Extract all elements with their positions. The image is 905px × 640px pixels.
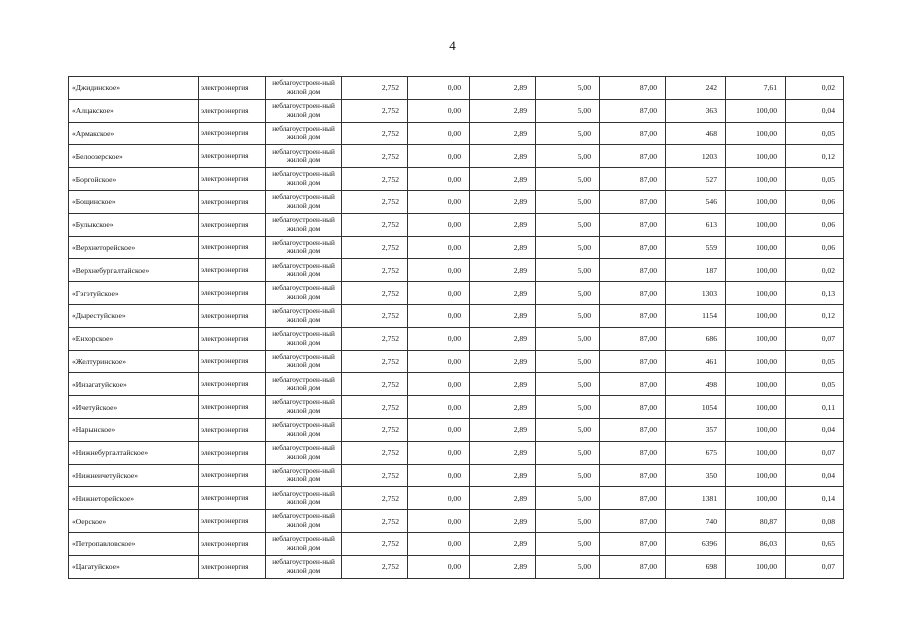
value-col-8: 0,12: [786, 145, 844, 168]
value-col-8: 0,05: [786, 350, 844, 373]
resource-type: электроэнергия: [199, 259, 266, 282]
table-row: [69, 532, 844, 555]
table-row: [69, 213, 844, 236]
value-col-1: 2,752: [342, 282, 408, 305]
value-col-3: 2,89: [470, 555, 536, 578]
value-col-8: 0,07: [786, 327, 844, 350]
value-col-2: 0,00: [408, 236, 470, 259]
value-col-5: 87,00: [600, 145, 666, 168]
value-col-3: 2,89: [470, 190, 536, 213]
settlement-name: «Гэгэтуйское»: [69, 282, 199, 305]
table-row: [69, 304, 844, 327]
value-col-2: 0,00: [408, 213, 470, 236]
value-col-6: 675: [666, 441, 726, 464]
settlement-name: «Дырестуйское»: [69, 304, 199, 327]
value-col-8: 0,07: [786, 441, 844, 464]
value-col-5: 87,00: [600, 396, 666, 419]
resource-type: электроэнергия: [199, 487, 266, 510]
value-col-4: 5,00: [536, 418, 600, 441]
table-row: [69, 396, 844, 419]
table-row: [69, 418, 844, 441]
value-col-8: 0,04: [786, 418, 844, 441]
value-col-1: 2,752: [342, 168, 408, 191]
value-col-7: 100,00: [726, 168, 786, 191]
resource-type: электроэнергия: [199, 190, 266, 213]
value-col-6: 6396: [666, 532, 726, 555]
value-col-7: 100,00: [726, 396, 786, 419]
value-col-7: 100,00: [726, 418, 786, 441]
resource-type: электроэнергия: [199, 464, 266, 487]
value-col-4: 5,00: [536, 327, 600, 350]
table-row: [69, 99, 844, 122]
value-col-5: 87,00: [600, 304, 666, 327]
value-col-5: 87,00: [600, 77, 666, 100]
value-col-3: 2,89: [470, 99, 536, 122]
value-col-8: 0,08: [786, 510, 844, 533]
housing-category: неблагоустроен-ный жилой дом: [266, 145, 342, 168]
settlement-name: «Белоозерское»: [69, 145, 199, 168]
housing-category: неблагоустроен-ный жилой дом: [266, 304, 342, 327]
value-col-1: 2,752: [342, 122, 408, 145]
value-col-1: 2,752: [342, 145, 408, 168]
value-col-6: 350: [666, 464, 726, 487]
value-col-1: 2,752: [342, 487, 408, 510]
value-col-2: 0,00: [408, 190, 470, 213]
value-col-2: 0,00: [408, 282, 470, 305]
value-col-8: 0,13: [786, 282, 844, 305]
value-col-2: 0,00: [408, 532, 470, 555]
value-col-2: 0,00: [408, 327, 470, 350]
value-col-7: 86,03: [726, 532, 786, 555]
value-col-3: 2,89: [470, 441, 536, 464]
value-col-8: 0,04: [786, 99, 844, 122]
value-col-4: 5,00: [536, 441, 600, 464]
value-col-7: 7,61: [726, 77, 786, 100]
housing-category: неблагоустроен-ный жилой дом: [266, 464, 342, 487]
settlement-name: «Ичетуйское»: [69, 396, 199, 419]
housing-category: неблагоустроен-ный жилой дом: [266, 510, 342, 533]
value-col-7: 100,00: [726, 555, 786, 578]
value-col-6: 242: [666, 77, 726, 100]
resource-type: электроэнергия: [199, 373, 266, 396]
value-col-4: 5,00: [536, 510, 600, 533]
table-row: [69, 122, 844, 145]
settlement-name: «Верхнебургалтайское»: [69, 259, 199, 282]
value-col-5: 87,00: [600, 259, 666, 282]
value-col-8: 0,12: [786, 304, 844, 327]
settlement-name: «Енхорское»: [69, 327, 199, 350]
value-col-7: 100,00: [726, 304, 786, 327]
value-col-3: 2,89: [470, 532, 536, 555]
value-col-7: 100,00: [726, 373, 786, 396]
page-number: 4: [449, 38, 456, 53]
value-col-1: 2,752: [342, 304, 408, 327]
resource-type: электроэнергия: [199, 532, 266, 555]
value-col-4: 5,00: [536, 282, 600, 305]
value-col-2: 0,00: [408, 350, 470, 373]
value-col-4: 5,00: [536, 145, 600, 168]
value-col-5: 87,00: [600, 122, 666, 145]
value-col-2: 0,00: [408, 510, 470, 533]
settlement-name: «Нарынское»: [69, 418, 199, 441]
value-col-4: 5,00: [536, 532, 600, 555]
value-col-3: 2,89: [470, 464, 536, 487]
settlement-name: «Желтуринское»: [69, 350, 199, 373]
value-col-5: 87,00: [600, 373, 666, 396]
value-col-1: 2,752: [342, 418, 408, 441]
value-col-1: 2,752: [342, 396, 408, 419]
value-col-6: 1154: [666, 304, 726, 327]
tariff-table: [68, 76, 844, 579]
table-row: [69, 555, 844, 578]
resource-type: электроэнергия: [199, 122, 266, 145]
value-col-5: 87,00: [600, 441, 666, 464]
value-col-3: 2,89: [470, 259, 536, 282]
value-col-4: 5,00: [536, 487, 600, 510]
value-col-3: 2,89: [470, 236, 536, 259]
value-col-6: 468: [666, 122, 726, 145]
value-col-7: 100,00: [726, 464, 786, 487]
table-row: [69, 373, 844, 396]
value-col-7: 100,00: [726, 441, 786, 464]
settlement-name: «Джидинское»: [69, 77, 199, 100]
resource-type: электроэнергия: [199, 396, 266, 419]
value-col-3: 2,89: [470, 327, 536, 350]
value-col-6: 461: [666, 350, 726, 373]
value-col-7: 100,00: [726, 99, 786, 122]
value-col-5: 87,00: [600, 282, 666, 305]
value-col-1: 2,752: [342, 77, 408, 100]
settlement-name: «Петропавловское»: [69, 532, 199, 555]
resource-type: электроэнергия: [199, 99, 266, 122]
value-col-4: 5,00: [536, 373, 600, 396]
value-col-8: 0,65: [786, 532, 844, 555]
value-col-2: 0,00: [408, 464, 470, 487]
table-row: [69, 77, 844, 100]
value-col-1: 2,752: [342, 373, 408, 396]
value-col-4: 5,00: [536, 236, 600, 259]
value-col-1: 2,752: [342, 464, 408, 487]
table-body: [69, 77, 844, 579]
settlement-name: «Нижнебургалтайское»: [69, 441, 199, 464]
value-col-1: 2,752: [342, 213, 408, 236]
value-col-8: 0,05: [786, 373, 844, 396]
table-row: [69, 350, 844, 373]
value-col-2: 0,00: [408, 441, 470, 464]
table-row: [69, 145, 844, 168]
value-col-1: 2,752: [342, 532, 408, 555]
value-col-5: 87,00: [600, 168, 666, 191]
value-col-1: 2,752: [342, 190, 408, 213]
value-col-6: 546: [666, 190, 726, 213]
value-col-2: 0,00: [408, 418, 470, 441]
value-col-1: 2,752: [342, 555, 408, 578]
housing-category: неблагоустроен-ный жилой дом: [266, 190, 342, 213]
settlement-name: «Армакское»: [69, 122, 199, 145]
value-col-4: 5,00: [536, 213, 600, 236]
value-col-5: 87,00: [600, 99, 666, 122]
value-col-8: 0,06: [786, 236, 844, 259]
value-col-5: 87,00: [600, 418, 666, 441]
value-col-3: 2,89: [470, 122, 536, 145]
value-col-6: 1054: [666, 396, 726, 419]
value-col-7: 100,00: [726, 350, 786, 373]
housing-category: неблагоустроен-ный жилой дом: [266, 77, 342, 100]
housing-category: неблагоустроен-ный жилой дом: [266, 236, 342, 259]
value-col-4: 5,00: [536, 464, 600, 487]
housing-category: неблагоустроен-ный жилой дом: [266, 532, 342, 555]
resource-type: электроэнергия: [199, 441, 266, 464]
value-col-5: 87,00: [600, 190, 666, 213]
value-col-7: 100,00: [726, 236, 786, 259]
value-col-8: 0,07: [786, 555, 844, 578]
housing-category: неблагоустроен-ный жилой дом: [266, 213, 342, 236]
value-col-6: 559: [666, 236, 726, 259]
value-col-6: 498: [666, 373, 726, 396]
table-row: [69, 441, 844, 464]
value-col-2: 0,00: [408, 259, 470, 282]
value-col-3: 2,89: [470, 304, 536, 327]
settlement-name: «Инзагатуйское»: [69, 373, 199, 396]
value-col-6: 740: [666, 510, 726, 533]
value-col-7: 100,00: [726, 122, 786, 145]
housing-category: неблагоустроен-ный жилой дом: [266, 555, 342, 578]
value-col-7: 80,87: [726, 510, 786, 533]
value-col-2: 0,00: [408, 555, 470, 578]
value-col-6: 357: [666, 418, 726, 441]
value-col-1: 2,752: [342, 99, 408, 122]
settlement-name: «Булыкское»: [69, 213, 199, 236]
value-col-2: 0,00: [408, 487, 470, 510]
value-col-4: 5,00: [536, 259, 600, 282]
resource-type: электроэнергия: [199, 304, 266, 327]
value-col-2: 0,00: [408, 304, 470, 327]
value-col-8: 0,02: [786, 77, 844, 100]
value-col-4: 5,00: [536, 350, 600, 373]
value-col-7: 100,00: [726, 282, 786, 305]
settlement-name: «Цагатуйское»: [69, 555, 199, 578]
resource-type: электроэнергия: [199, 145, 266, 168]
value-col-2: 0,00: [408, 396, 470, 419]
table-row: [69, 282, 844, 305]
value-col-3: 2,89: [470, 373, 536, 396]
value-col-8: 0,02: [786, 259, 844, 282]
value-col-5: 87,00: [600, 555, 666, 578]
settlement-name: «Оерское»: [69, 510, 199, 533]
value-col-6: 686: [666, 327, 726, 350]
value-col-8: 0,06: [786, 190, 844, 213]
table-row: [69, 510, 844, 533]
table-row: [69, 327, 844, 350]
housing-category: неблагоустроен-ный жилой дом: [266, 327, 342, 350]
housing-category: неблагоустроен-ный жилой дом: [266, 350, 342, 373]
value-col-5: 87,00: [600, 236, 666, 259]
value-col-3: 2,89: [470, 77, 536, 100]
settlement-name: «Боргойское»: [69, 168, 199, 191]
value-col-5: 87,00: [600, 532, 666, 555]
value-col-3: 2,89: [470, 350, 536, 373]
value-col-4: 5,00: [536, 99, 600, 122]
value-col-3: 2,89: [470, 282, 536, 305]
settlement-name: «Верхнеторейское»: [69, 236, 199, 259]
value-col-4: 5,00: [536, 77, 600, 100]
value-col-7: 100,00: [726, 145, 786, 168]
value-col-6: 1203: [666, 145, 726, 168]
value-col-6: 1303: [666, 282, 726, 305]
value-col-6: 613: [666, 213, 726, 236]
value-col-7: 100,00: [726, 487, 786, 510]
housing-category: неблагоустроен-ный жилой дом: [266, 487, 342, 510]
resource-type: электроэнергия: [199, 213, 266, 236]
value-col-1: 2,752: [342, 327, 408, 350]
table-row: [69, 236, 844, 259]
settlement-name: «Алцакское»: [69, 99, 199, 122]
housing-category: неблагоустроен-ный жилой дом: [266, 168, 342, 191]
value-col-6: 363: [666, 99, 726, 122]
value-col-7: 100,00: [726, 190, 786, 213]
value-col-2: 0,00: [408, 122, 470, 145]
resource-type: электроэнергия: [199, 350, 266, 373]
value-col-2: 0,00: [408, 145, 470, 168]
resource-type: электроэнергия: [199, 418, 266, 441]
value-col-3: 2,89: [470, 213, 536, 236]
value-col-5: 87,00: [600, 213, 666, 236]
value-col-8: 0,04: [786, 464, 844, 487]
value-col-1: 2,752: [342, 441, 408, 464]
value-col-4: 5,00: [536, 396, 600, 419]
value-col-4: 5,00: [536, 122, 600, 145]
value-col-5: 87,00: [600, 510, 666, 533]
table-row: [69, 464, 844, 487]
value-col-8: 0,11: [786, 396, 844, 419]
value-col-6: 698: [666, 555, 726, 578]
resource-type: электроэнергия: [199, 327, 266, 350]
value-col-4: 5,00: [536, 168, 600, 191]
housing-category: неблагоустроен-ный жилой дом: [266, 99, 342, 122]
value-col-8: 0,05: [786, 168, 844, 191]
housing-category: неблагоустроен-ный жилой дом: [266, 373, 342, 396]
settlement-name: «Нижнеторейское»: [69, 487, 199, 510]
table-row: [69, 487, 844, 510]
value-col-6: 1381: [666, 487, 726, 510]
value-col-5: 87,00: [600, 487, 666, 510]
value-col-6: 187: [666, 259, 726, 282]
table-row: [69, 259, 844, 282]
resource-type: электроэнергия: [199, 510, 266, 533]
resource-type: электроэнергия: [199, 236, 266, 259]
housing-category: неблагоустроен-ный жилой дом: [266, 441, 342, 464]
housing-category: неблагоустроен-ный жилой дом: [266, 396, 342, 419]
value-col-4: 5,00: [536, 190, 600, 213]
housing-category: неблагоустроен-ный жилой дом: [266, 122, 342, 145]
value-col-3: 2,89: [470, 487, 536, 510]
value-col-5: 87,00: [600, 464, 666, 487]
value-col-1: 2,752: [342, 350, 408, 373]
value-col-3: 2,89: [470, 168, 536, 191]
resource-type: электроэнергия: [199, 168, 266, 191]
value-col-6: 527: [666, 168, 726, 191]
housing-category: неблагоустроен-ный жилой дом: [266, 418, 342, 441]
value-col-2: 0,00: [408, 168, 470, 191]
housing-category: неблагоустроен-ный жилой дом: [266, 282, 342, 305]
value-col-4: 5,00: [536, 555, 600, 578]
value-col-7: 100,00: [726, 259, 786, 282]
value-col-3: 2,89: [470, 510, 536, 533]
value-col-1: 2,752: [342, 259, 408, 282]
value-col-2: 0,00: [408, 77, 470, 100]
value-col-1: 2,752: [342, 510, 408, 533]
value-col-7: 100,00: [726, 327, 786, 350]
resource-type: электроэнергия: [199, 555, 266, 578]
settlement-name: «Нижнеичетуйское»: [69, 464, 199, 487]
table-row: [69, 190, 844, 213]
value-col-3: 2,89: [470, 396, 536, 419]
value-col-2: 0,00: [408, 373, 470, 396]
settlement-name: «Бощинское»: [69, 190, 199, 213]
value-col-8: 0,14: [786, 487, 844, 510]
value-col-8: 0,05: [786, 122, 844, 145]
table-row: [69, 168, 844, 191]
housing-category: неблагоустроен-ный жилой дом: [266, 259, 342, 282]
value-col-5: 87,00: [600, 327, 666, 350]
value-col-8: 0,06: [786, 213, 844, 236]
value-col-1: 2,752: [342, 236, 408, 259]
value-col-3: 2,89: [470, 418, 536, 441]
value-col-2: 0,00: [408, 99, 470, 122]
value-col-3: 2,89: [470, 145, 536, 168]
resource-type: электроэнергия: [199, 282, 266, 305]
resource-type: электроэнергия: [199, 77, 266, 100]
value-col-4: 5,00: [536, 304, 600, 327]
value-col-7: 100,00: [726, 213, 786, 236]
value-col-5: 87,00: [600, 350, 666, 373]
